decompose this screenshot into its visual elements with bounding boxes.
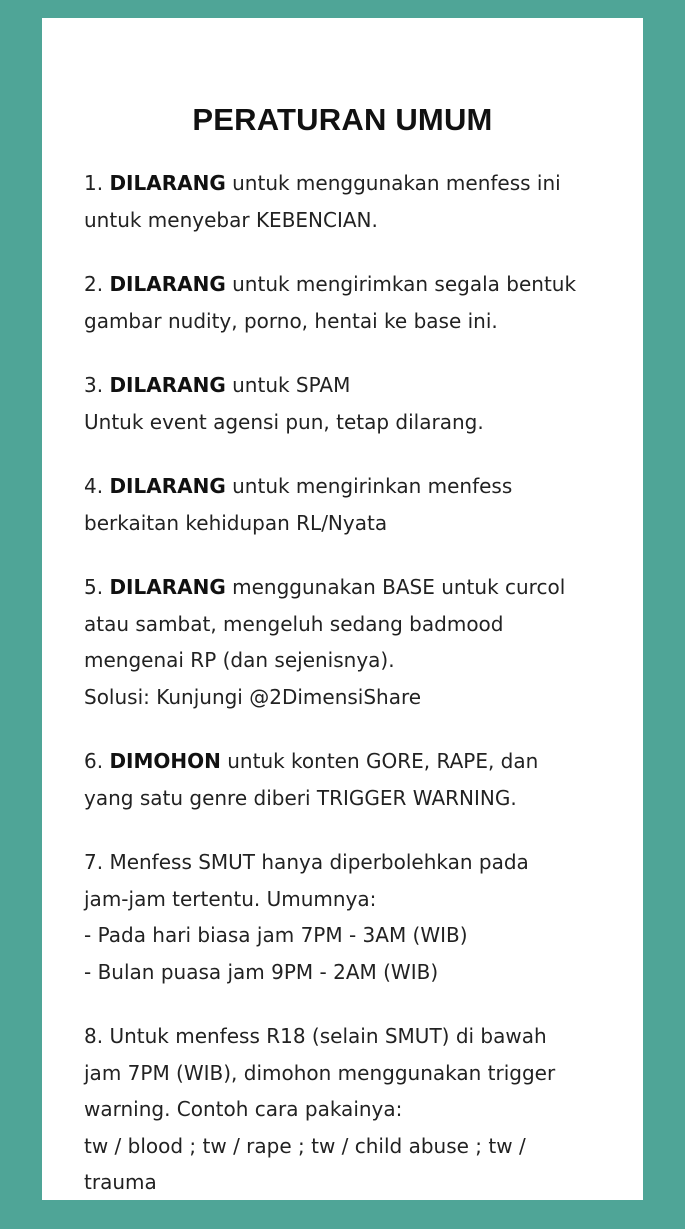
rule-line: untuk menyebar KEBENCIAN. — [84, 207, 378, 232]
rule-line: - Pada hari biasa jam 7PM - 3AM (WIB) — [84, 923, 468, 947]
rule-text: untuk menggunakan menfess ini — [225, 171, 561, 195]
rule-number: 6. — [84, 749, 110, 773]
rule-keyword: DILARANG — [109, 272, 226, 296]
rule-item — [84, 367, 624, 440]
rule-line — [84, 569, 624, 606]
rule-item — [84, 468, 624, 541]
rule-line — [84, 743, 624, 780]
rules-card — [42, 18, 643, 1200]
rule-keyword: DILARANG — [109, 474, 226, 498]
rule-line: yang satu genre diberi TRIGGER WARNING. — [84, 785, 517, 810]
rule-item — [84, 569, 624, 715]
rule-line — [84, 367, 624, 404]
rule-line — [84, 266, 624, 303]
rule-line: 7. Menfess SMUT hanya diperbolehkan pada — [84, 850, 529, 874]
rule-item — [84, 165, 624, 238]
rule-line: - Bulan puasa jam 9PM - 2AM (WIB) — [84, 959, 439, 984]
rule-item — [84, 1018, 624, 1201]
rule-line: tw / blood ; tw / rape ; tw / child abuse ; tw / — [84, 1133, 526, 1158]
rule-line — [84, 165, 624, 202]
rule-text: menggunakan BASE untuk curcol — [225, 575, 566, 599]
rule-line: gambar nudity, porno, hentai ke base ini. — [84, 308, 498, 333]
rule-line: jam 7PM (WIB), dimohon menggunakan trigger — [84, 1060, 556, 1085]
rule-line: trauma — [84, 1170, 157, 1194]
rule-line: atau sambat, mengeluh sedang badmood — [84, 611, 504, 636]
rule-item — [84, 743, 624, 816]
rule-line: 8. Untuk menfess R18 (selain SMUT) di bawah — [84, 1024, 547, 1048]
rules-list — [84, 165, 624, 1229]
page-title: PERATURAN UMUM — [192, 102, 493, 137]
rule-line — [84, 468, 624, 505]
rule-line: Untuk event agensi pun, tetap dilarang. — [84, 409, 484, 434]
rule-number: 5. — [84, 575, 110, 599]
rule-line: warning. Contoh cara pakainya: — [84, 1097, 403, 1121]
rule-number: 3. — [84, 373, 110, 397]
rule-keyword: DILARANG — [109, 171, 226, 195]
rule-number: 4. — [84, 474, 110, 498]
rule-number: 2. — [84, 272, 110, 296]
rule-item — [84, 266, 624, 339]
rule-keyword: DILARANG — [109, 575, 226, 599]
rule-line: jam-jam tertentu. Umumnya: — [84, 886, 377, 911]
rule-text: untuk konten GORE, RAPE, dan — [220, 749, 539, 773]
rule-text: untuk SPAM — [225, 373, 351, 397]
rule-keyword: DIMOHON — [109, 749, 221, 773]
rule-text: untuk mengirimkan segala bentuk — [225, 272, 577, 296]
rule-text: untuk mengirinkan menfess — [225, 474, 513, 498]
rule-line: mengenai RP (dan sejenisnya). — [84, 648, 395, 672]
rule-item — [84, 844, 624, 990]
rule-keyword: DILARANG — [109, 373, 226, 397]
rule-line: berkaitan kehidupan RL/Nyata — [84, 510, 388, 535]
rule-number: 1. — [84, 171, 110, 195]
rule-line: Solusi: Kunjungi @2DimensiShare — [84, 684, 422, 709]
